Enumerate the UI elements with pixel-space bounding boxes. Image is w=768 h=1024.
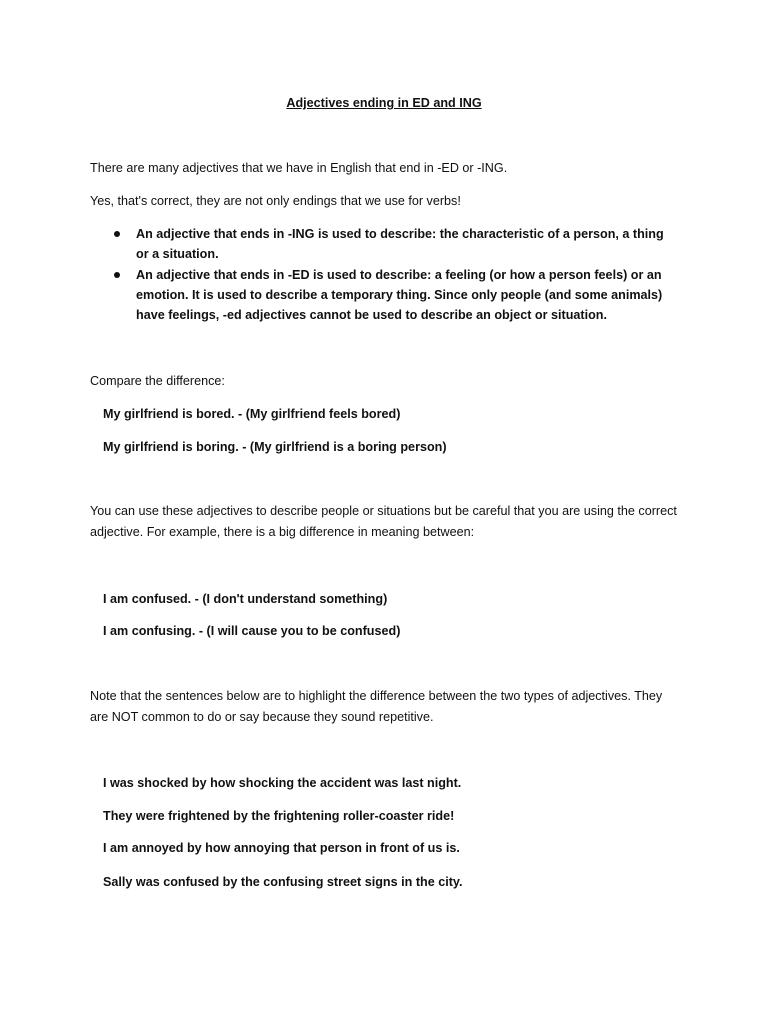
sentence-confused: Sally was confused by the confusing street signs in the city. — [103, 875, 463, 889]
compare-label: Compare the difference: — [90, 374, 225, 388]
compare-example-bored: My girlfriend is bored. - (My girlfriend feels bored) — [103, 407, 401, 421]
bullet-text-ed: An adjective that ends in -ED is used to describe: a feeling (or how a person feels) or an emotion. It is used to describe a temporary thing. Since only people (and some animals) have feelings, -ed adjectives cannot be used to describe an object or situation. — [136, 267, 663, 323]
bullet-icon — [114, 231, 120, 237]
bullet-item-ed — [112, 265, 672, 326]
usage-paragraph: You can use these adjectives to describe people or situations but be careful that you are using the correct adjective. For example, there is a big difference in meaning between: — [90, 504, 677, 539]
compare-example-boring: My girlfriend is boring. - (My girlfriend is a boring person) — [103, 440, 447, 454]
sentence-annoyed: I am annoyed by how annoying that person in front of us is. — [103, 841, 460, 855]
intro-paragraph-1: There are many adjectives that we have in English that end in -ED or -ING. — [90, 161, 508, 175]
rules-bullet-list — [112, 224, 672, 325]
bullet-item-ing — [112, 224, 672, 265]
document-title: Adjectives ending in ED and ING — [286, 96, 482, 110]
confusing-example: I am confusing. - (I will cause you to be confused) — [103, 624, 401, 638]
sentence-frightened: They were frightened by the frightening roller-coaster ride! — [103, 809, 455, 823]
confused-example: I am confused. - (I don't understand something) — [103, 592, 388, 606]
intro-paragraph-2: Yes, that's correct, they are not only endings that we use for verbs! — [90, 194, 461, 208]
bullet-text-ing: An adjective that ends in -ING is used to describe: the characteristic of a person, a thing or a situation. — [136, 227, 664, 262]
bullet-icon — [114, 272, 120, 278]
note-paragraph: Note that the sentences below are to highlight the difference between the two types of adjectives. They are NOT common to do or say because they sound repetitive. — [90, 689, 663, 724]
sentence-shocked: I was shocked by how shocking the accident was last night. — [103, 776, 462, 790]
